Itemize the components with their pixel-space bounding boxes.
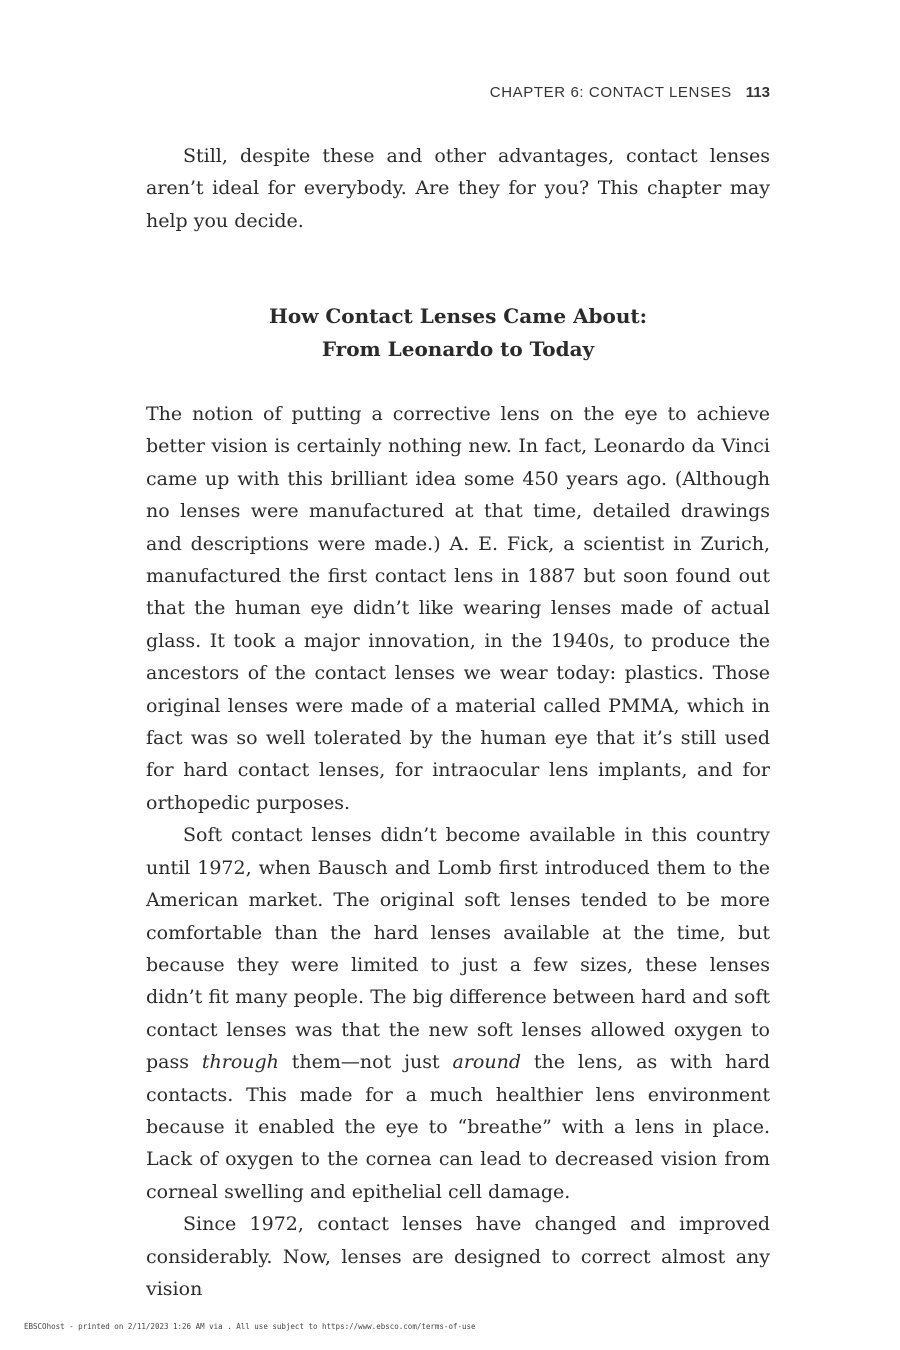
section-heading-line-2: From Leonardo to Today: [321, 337, 595, 361]
emphasis-around: around: [452, 1051, 522, 1074]
emphasis-through: through: [201, 1051, 279, 1074]
running-head: [146, 84, 770, 101]
intro-section: [146, 140, 770, 237]
paragraph-2: [146, 819, 770, 1208]
chapter-title: CHAPTER 6: CONTACT LENSES: [489, 84, 732, 101]
paragraph-3: Since 1972, contact lenses have changed and improved considerably. Now, lenses are designed to correct almost any vision: [146, 1213, 770, 1300]
paragraph-1: The notion of putting a corrective lens on the eye to achieve better vision is certainly nothing new. In fact, Leonardo da Vinci came up with this brilliant idea some 450 years ago. (Although no lenses were manufactured at that time, detailed drawings and descriptions were made.) A. E. Fick, a scientist in Zurich, manufactured the first contact lens in 1887 but soon found out that the human eye didn’t like wearing lenses made of actual glass. It took a major innovation, in the 1940s, to produce the ancestors of the contact lenses we wear today: plastics. Those original lenses were made of a material called PMMA, which in fact was so well tolerated by the human eye that it’s still used for hard contact lenses, for intraocular lens implants, and for orthopedic purposes.: [146, 403, 770, 814]
paragraph-2-part-c: the lens, as with hard contacts. This made for a much healthier lens environment because it enabled the eye to “breathe” with a lens in place. Lack of oxygen to the cornea can lead to decreased vision from corneal swelling and epithelial cell damage.: [146, 1051, 770, 1203]
section-heading: [146, 300, 770, 366]
main-text: [146, 398, 770, 1305]
print-footer: EBSCOhost - printed on 2/11/2023 1:26 AM via . All use subject to https://www.ebsco.com/terms-of-use: [24, 1322, 476, 1331]
page-number: 113: [745, 84, 770, 101]
section-heading-line-1: How Contact Lenses Came About:: [268, 304, 648, 328]
paragraph-2-part-a: Soft contact lenses didn’t become available in this country until 1972, when Bausch and Lomb first introduced them to the American market. The original soft lenses tended to be more comfortable than the hard lenses available at the time, but because they were limited to just a few sizes, these lenses didn’t fit many people. The big difference between hard and soft contact lenses was that the new soft lenses allowed oxygen to pass: [146, 824, 770, 1074]
paragraph-2-part-b: them—not just: [278, 1051, 453, 1074]
intro-paragraph: Still, despite these and other advantages, contact lenses aren’t ideal for everybody. Are they for you? This chapter may help you decide.: [146, 145, 770, 232]
